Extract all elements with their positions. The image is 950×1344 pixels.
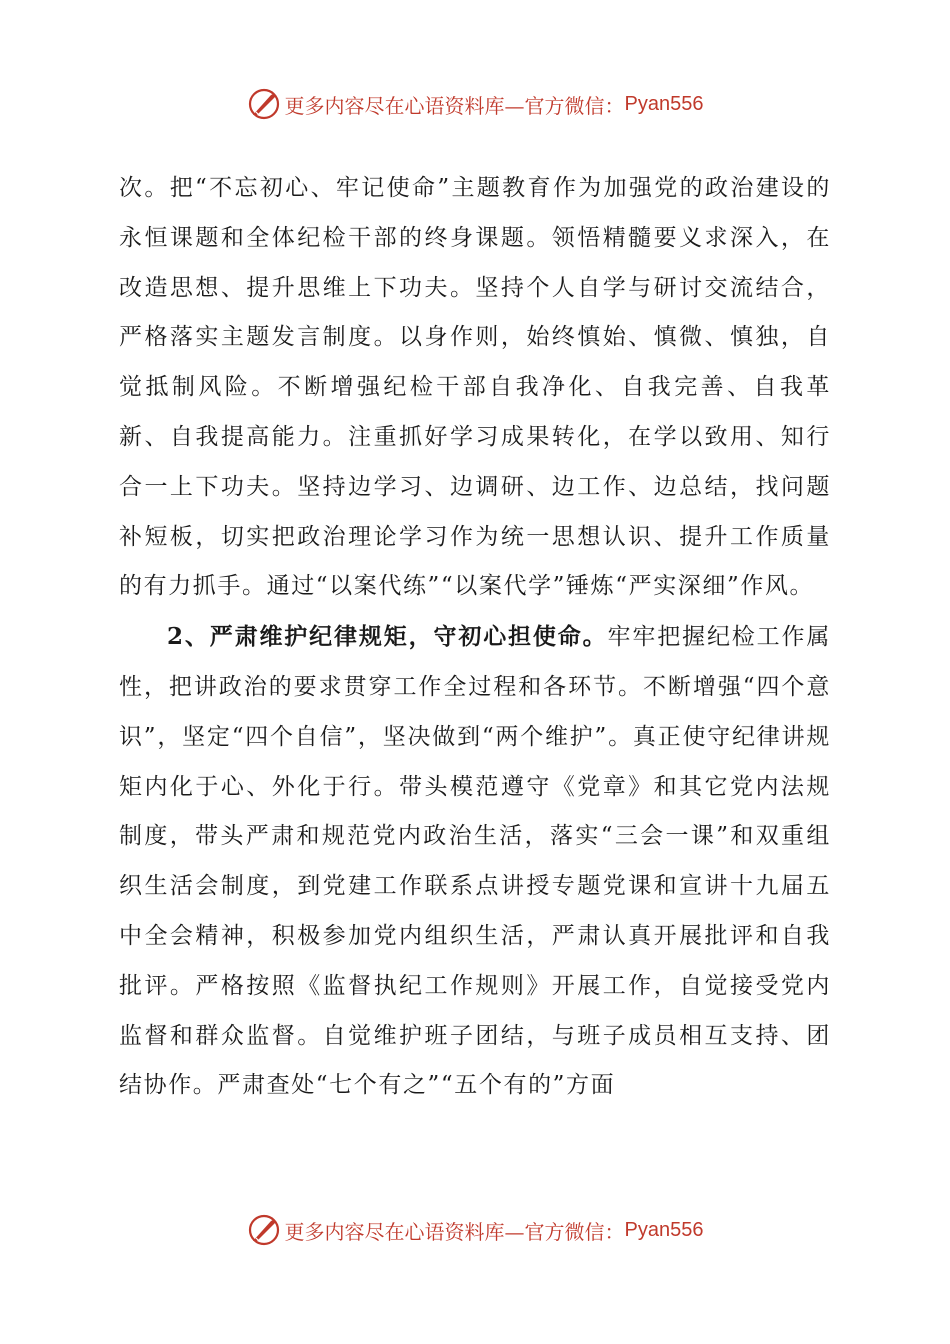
paragraph-1 [119,164,831,612]
footer-banner-text: 更多内容尽在心语资料库—官方微信： [284,1219,625,1244]
paragraph-2-heading: 2、严肃维护纪律规矩，守初心担使命。 [167,623,608,651]
paragraph-2 [119,612,831,1111]
header-watermark-banner [0,84,950,124]
quill-pen-logo-icon [247,1213,281,1247]
footer-wechat-id: Pyan556 [624,1218,704,1241]
footer-watermark-banner [0,1210,950,1250]
header-banner-text: 更多内容尽在心语资料库—官方微信： [284,93,625,118]
paragraph-2-text: 牢牢把握纪检工作属性，把讲政治的要求贯穿工作全过程和各环节。不断增强“四个意识”，坚定“四个自信”，坚决做到“两个维护”。真正使守纪律讲规矩内化于心、外化于行。带头模范遵守《党章》和其它党内法规制度，带头严肃和规范党内政治生活，落实“三会一课”和双重组织生活会制度，到党建工作联系点讲授专题党课和宣讲十九届五中全会精神，积极参加党内组织生活，严肃认真开展批评和自我批评。严格按照《监督执纪工作规则》开展工作，自觉接受党内监督和群众监督。自觉维护班子团结，与班子成员相互支持、团结协作。严肃查处“七个有之”“五个有的”方面 [119,624,831,1099]
quill-pen-logo-icon [247,87,281,121]
document-body [119,164,831,1111]
paragraph-1-text: 次。把“不忘初心、牢记使命”主题教育作为加强党的政治建设的永恒课题和全体纪检干部的终身课题。领悟精髓要义求深入，在改造思想、提升思维上下功夫。坚持个人自学与研讨交流结合，严格落实主题发言制度。以身作则，始终慎始、慎微、慎独，自觉抵制风险。不断增强纪检干部自我净化、自我完善、自我革新、自我提高能力。注重抓好学习成果转化，在学以致用、知行合一上下功夫。坚持边学习、边调研、边工作、边总结，找问题补短板，切实把政治理论学习作为统一思想认识、提升工作质量的有力抓手。通过“以案代练”“以案代学”锤炼“严实深细”作风。 [119,175,831,600]
header-wechat-id: Pyan556 [624,92,704,115]
